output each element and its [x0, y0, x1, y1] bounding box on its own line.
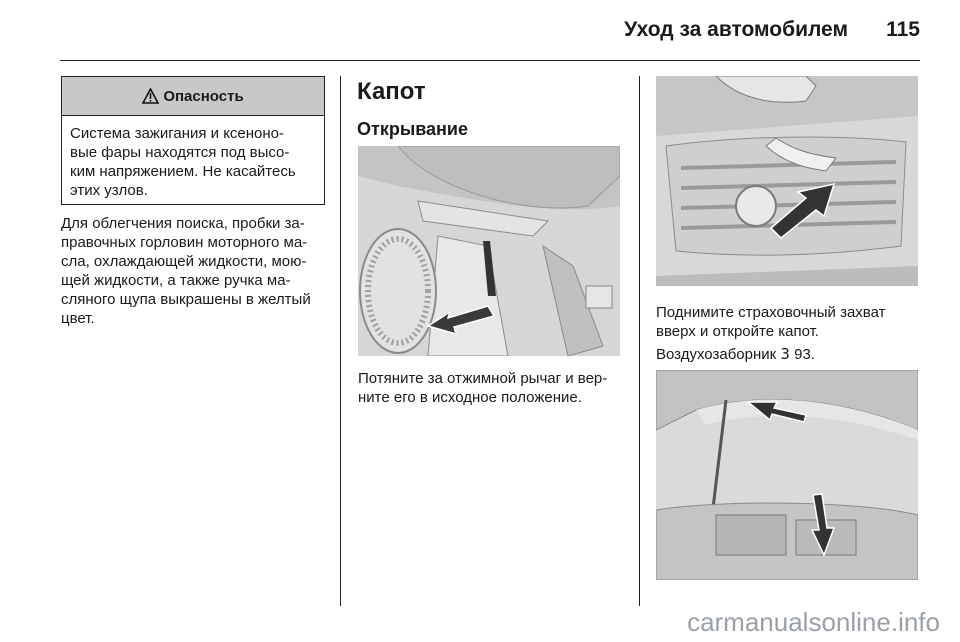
color-coding-paragraph: Для облегчения поиска, пробки за- правочных горловин моторного ма- сла, охлаждающей жидкости, мою- щей жидкости, а также ручка ма- сляного щупа выкрашены в желтый цвет. [61, 215, 311, 327]
danger-title: Опасность [163, 87, 244, 105]
release-lever-illustration [358, 146, 620, 356]
page-reference-symbol: 3 [780, 345, 790, 363]
watermark: carmanualsonline.info [687, 607, 940, 637]
header-rule [60, 60, 920, 61]
air-intake-page-number: 93. [794, 346, 815, 363]
column-divider-right [639, 76, 640, 606]
release-lever-caption: Потяните за отжимной рычаг и вер- ните его в исходное положение. [358, 370, 608, 406]
page-header-title: Уход за автомобилем [624, 18, 848, 41]
safety-catch-caption: Поднимите страховочный захват вверх и откройте капот. [656, 304, 886, 340]
section-heading: Капот [357, 78, 426, 105]
section-subheading: Открывание [357, 119, 468, 139]
air-intake-reference [656, 345, 918, 364]
hood-safety-catch-illustration [656, 76, 918, 286]
warning-triangle-icon [142, 88, 159, 104]
hood-prop-rod-illustration [656, 370, 918, 580]
danger-warning-box [61, 76, 325, 205]
danger-text: Система зажигания и ксеноно- вые фары находятся под высо- ким напряжением. Не касайтесь этих узлов. [70, 125, 296, 199]
page-number: 115 [886, 18, 920, 41]
danger-header [62, 77, 324, 116]
air-intake-label: Воздухозаборник [656, 346, 777, 363]
column-divider-left [340, 76, 341, 606]
